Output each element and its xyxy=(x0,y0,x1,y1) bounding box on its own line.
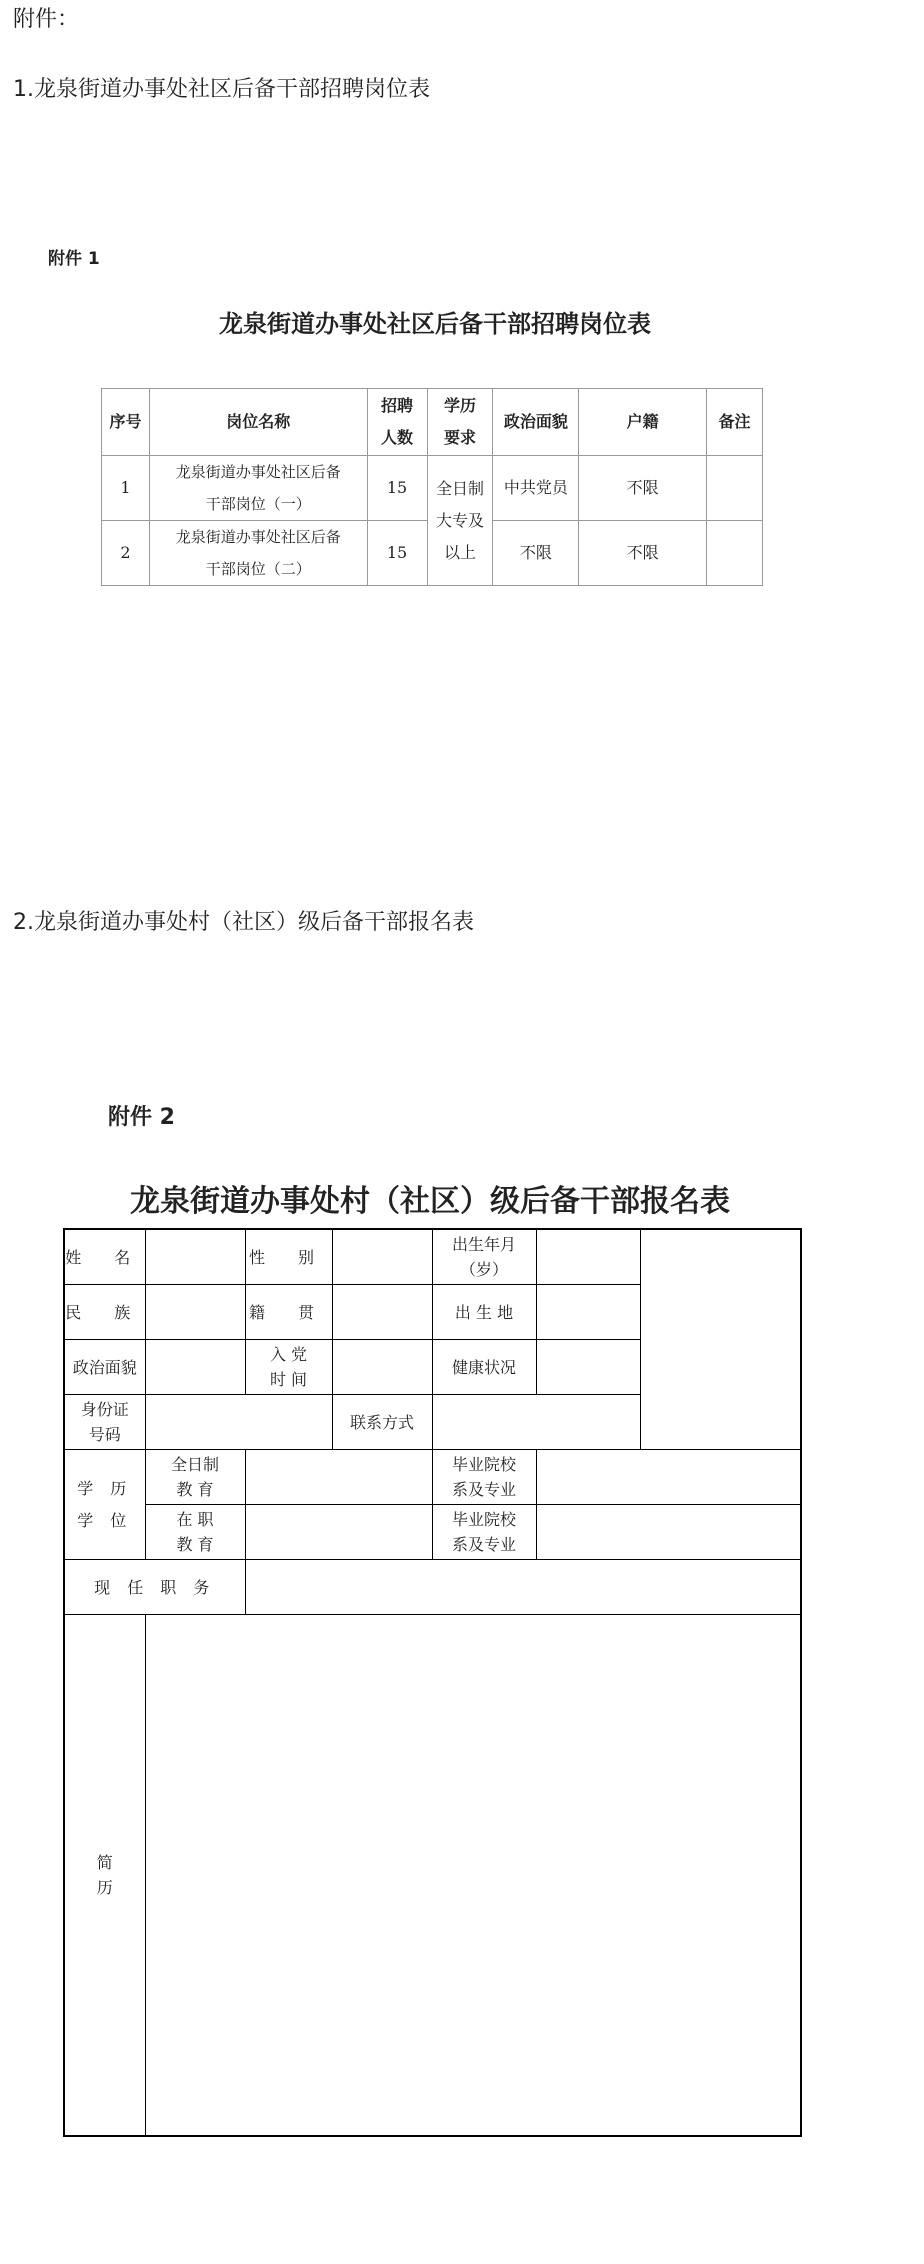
input-id[interactable] xyxy=(145,1395,332,1450)
intro-label: 附件： xyxy=(13,7,80,32)
cell-political: 中共党员 xyxy=(493,456,579,521)
label-position: 现 任 职 务 xyxy=(64,1560,245,1615)
label-gender: 性 别 xyxy=(245,1229,332,1285)
input-ethnicity[interactable] xyxy=(145,1285,245,1340)
cell-remark xyxy=(707,456,763,521)
recruitment-table xyxy=(101,388,763,586)
header-remark: 备注 xyxy=(707,389,763,456)
form-row xyxy=(64,1229,801,1285)
input-name[interactable] xyxy=(145,1229,245,1285)
cell-edu: 全日制 大专及 以上 xyxy=(427,456,493,586)
header-edu: 学历 要求 xyxy=(427,389,493,456)
cell-political: 不限 xyxy=(493,521,579,586)
cell-no: 1 xyxy=(102,456,150,521)
input-contact[interactable] xyxy=(432,1395,640,1450)
cell-hukou: 不限 xyxy=(579,521,707,586)
form-row xyxy=(64,1615,801,2137)
input-position[interactable] xyxy=(245,1560,801,1615)
label-onjob: 在 职 教 育 xyxy=(145,1505,245,1560)
label-ethnicity: 民 族 xyxy=(64,1285,145,1340)
header-count: 招聘 人数 xyxy=(367,389,427,456)
label-fulltime: 全日制 教 育 xyxy=(145,1450,245,1505)
form-row xyxy=(64,1450,801,1505)
cell-name: 龙泉街道办事处社区后备 干部岗位（一） xyxy=(149,456,367,521)
input-political[interactable] xyxy=(145,1340,245,1395)
input-native[interactable] xyxy=(332,1285,432,1340)
label-native: 籍 贯 xyxy=(245,1285,332,1340)
input-school-onjob[interactable] xyxy=(536,1505,801,1560)
attachment-2-title: 龙泉街道办事处村（社区）级后备干部报名表 xyxy=(130,1184,730,1219)
cell-name: 龙泉街道办事处社区后备 干部岗位（二） xyxy=(149,521,367,586)
label-contact: 联系方式 xyxy=(332,1395,432,1450)
label-health: 健康状况 xyxy=(432,1340,536,1395)
label-name: 姓 名 xyxy=(64,1229,145,1285)
label-birthplace: 出 生 地 xyxy=(432,1285,536,1340)
header-political: 政治面貌 xyxy=(493,389,579,456)
input-birth[interactable] xyxy=(536,1229,640,1285)
input-onjob[interactable] xyxy=(245,1505,432,1560)
heading-attachment-2: 2.龙泉街道办事处村（社区）级后备干部报名表 xyxy=(13,910,474,935)
table-header-row xyxy=(102,389,763,456)
label-id: 身份证 号码 xyxy=(64,1395,145,1450)
input-fulltime[interactable] xyxy=(245,1450,432,1505)
input-resume[interactable] xyxy=(145,1615,801,2137)
label-resume: 简 历 xyxy=(64,1615,145,2137)
table-row xyxy=(102,456,763,521)
input-school[interactable] xyxy=(536,1450,801,1505)
input-health[interactable] xyxy=(536,1340,640,1395)
label-school: 毕业院校 系及专业 xyxy=(432,1450,536,1505)
label-party-time: 入 党 时 间 xyxy=(245,1340,332,1395)
input-gender[interactable] xyxy=(332,1229,432,1285)
form-row xyxy=(64,1560,801,1615)
cell-count: 15 xyxy=(367,521,427,586)
registration-form xyxy=(63,1228,802,2137)
cell-remark xyxy=(707,521,763,586)
cell-hukou: 不限 xyxy=(579,456,707,521)
label-education: 学 历 学 位 xyxy=(64,1450,145,1560)
form-row xyxy=(64,1505,801,1560)
cell-no: 2 xyxy=(102,521,150,586)
attachment-1-title: 龙泉街道办事处社区后备干部招聘岗位表 xyxy=(219,309,651,338)
input-party-time[interactable] xyxy=(332,1340,432,1395)
attachment-1-label: 附件 1 xyxy=(48,249,100,269)
label-birth: 出生年月 （岁） xyxy=(432,1229,536,1285)
cell-count: 15 xyxy=(367,456,427,521)
header-no: 序号 xyxy=(102,389,150,456)
header-hukou: 户籍 xyxy=(579,389,707,456)
photo-box[interactable] xyxy=(640,1229,801,1450)
input-birthplace[interactable] xyxy=(536,1285,640,1340)
label-school-onjob: 毕业院校 系及专业 xyxy=(432,1505,536,1560)
heading-attachment-1: 1.龙泉街道办事处社区后备干部招聘岗位表 xyxy=(13,77,430,102)
attachment-2-label: 附件 2 xyxy=(108,1105,175,1130)
header-name: 岗位名称 xyxy=(149,389,367,456)
label-political: 政治面貌 xyxy=(64,1340,145,1395)
